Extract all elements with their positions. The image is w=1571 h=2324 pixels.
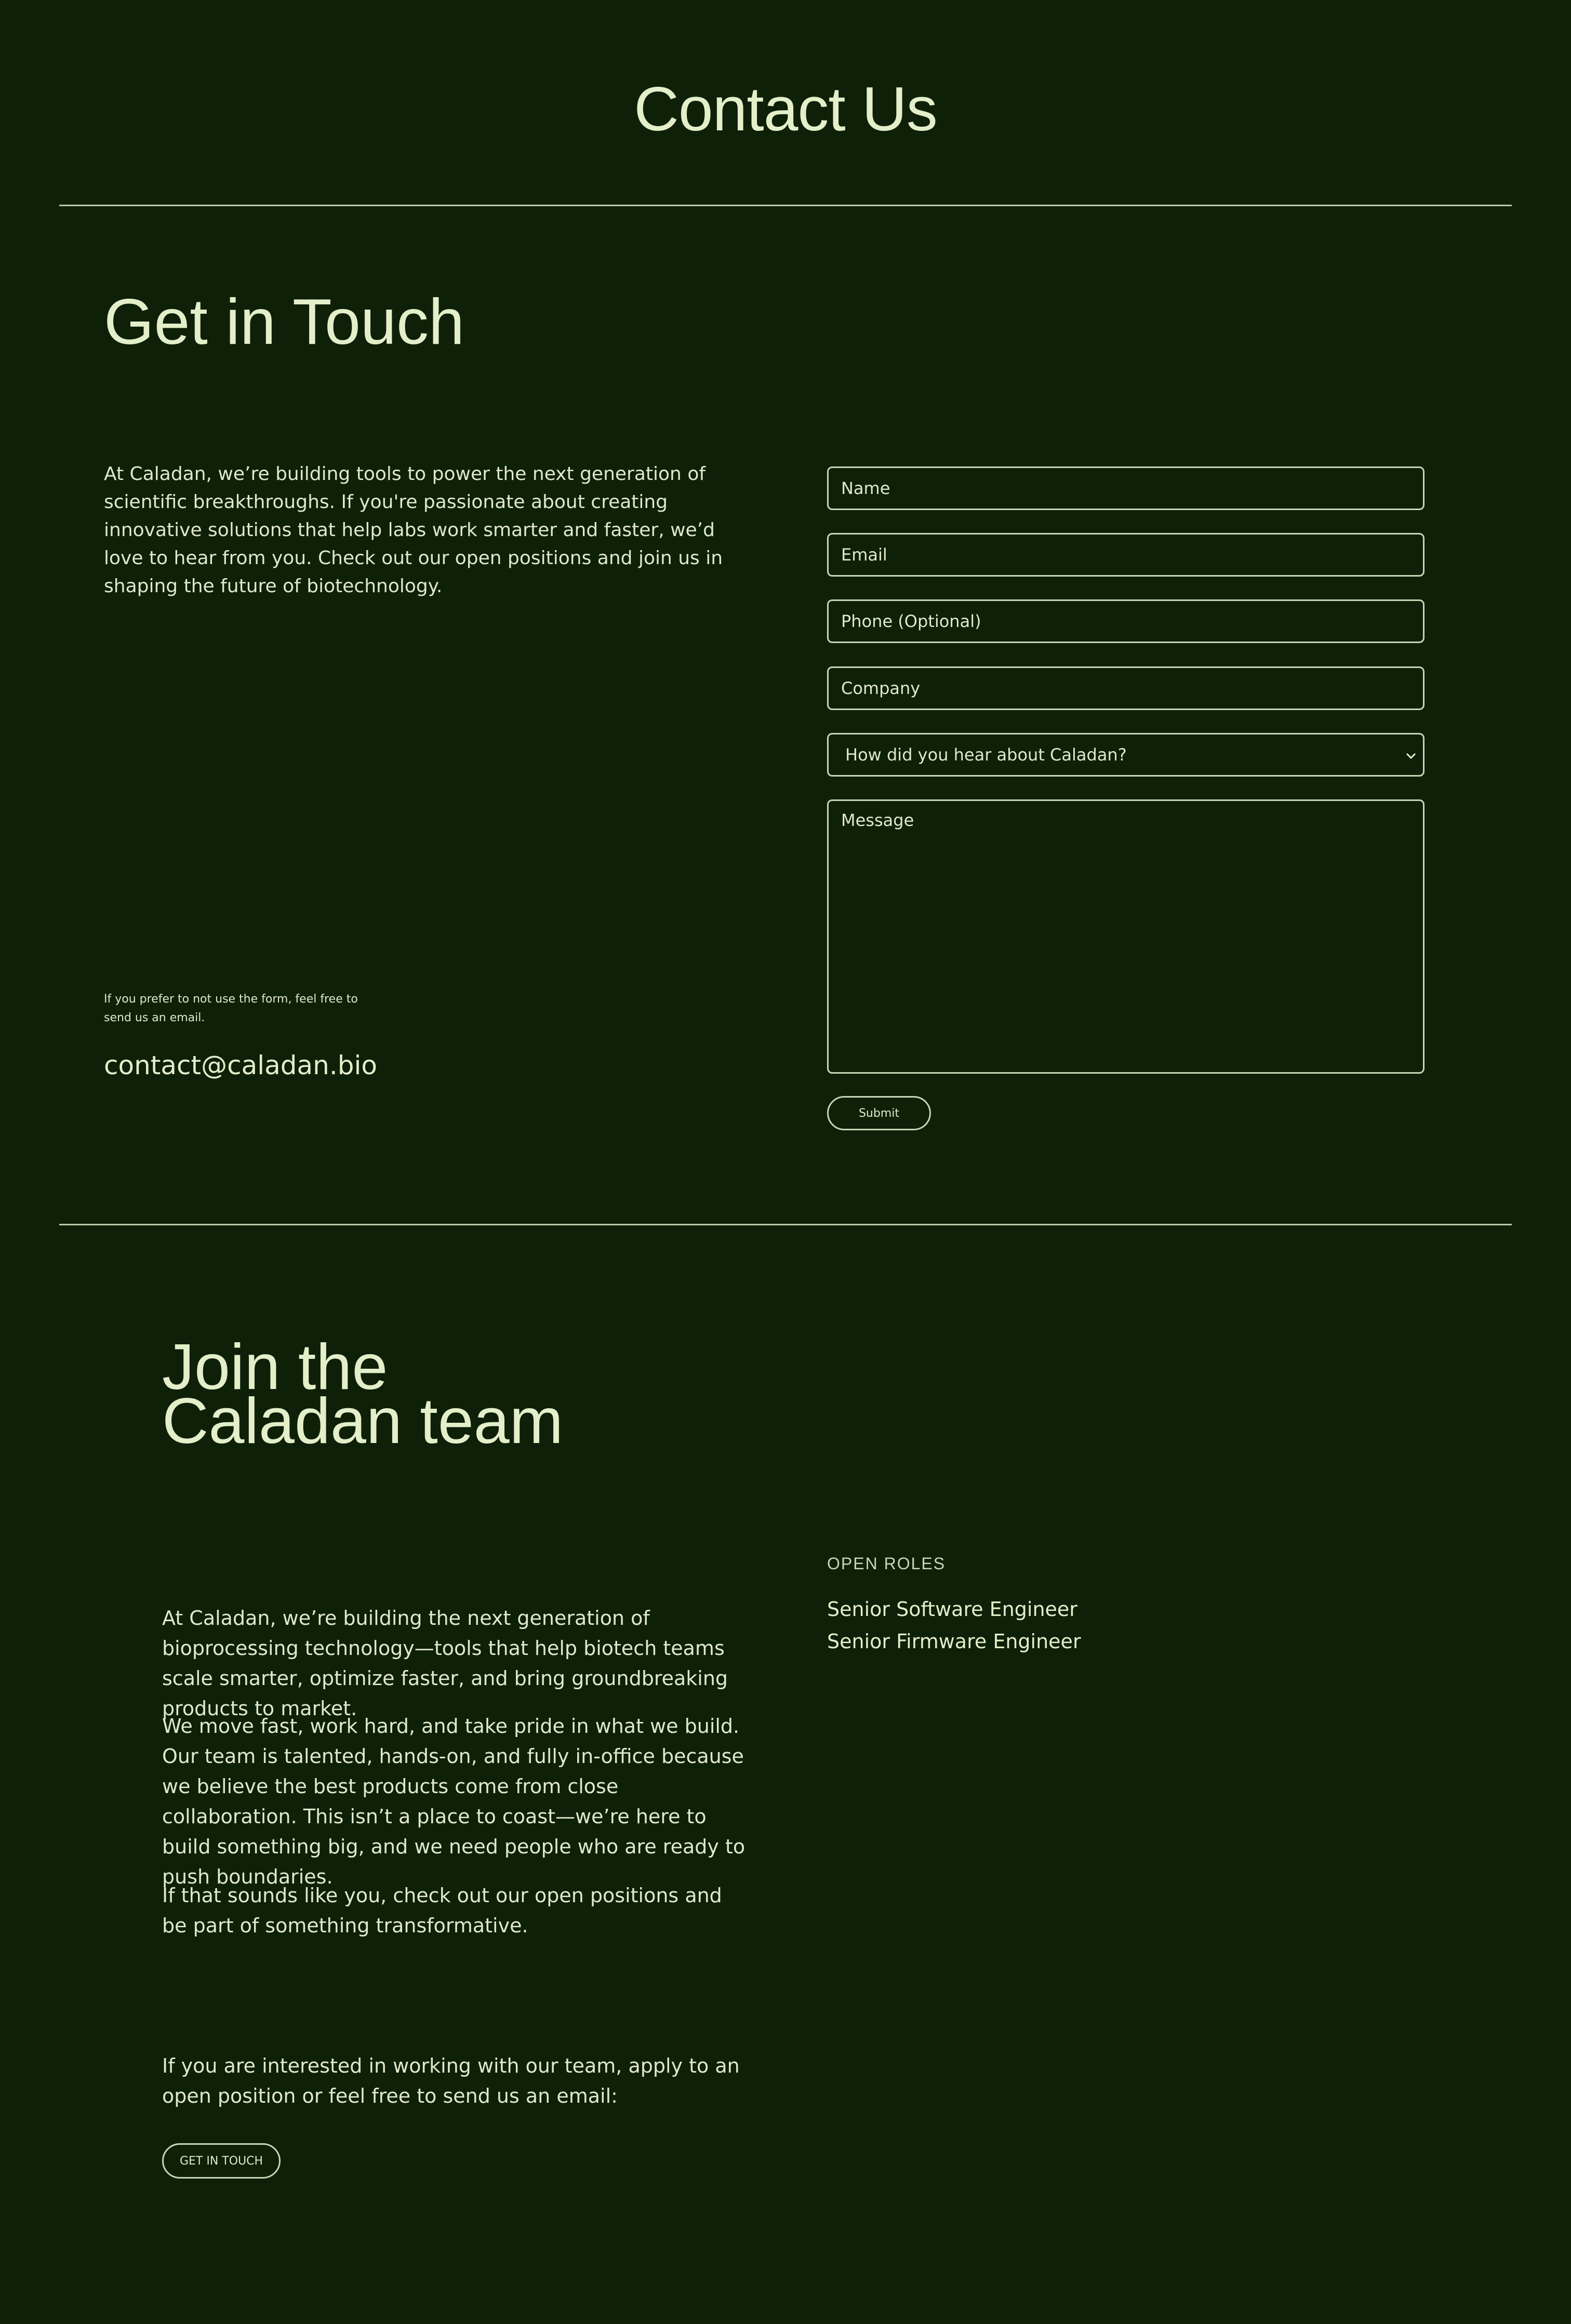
- chevron-down-icon: [1403, 746, 1419, 764]
- contact-email-link[interactable]: contact@caladan.bio: [104, 1050, 377, 1080]
- referral-source-select[interactable]: [827, 733, 1424, 777]
- join-heading-line2: Caladan team: [162, 1385, 564, 1457]
- join-heading: [162, 1331, 564, 1457]
- email-alternative-note: If you prefer to not use the form, feel free to send us an email.: [104, 993, 358, 1024]
- contact-intro-text: At Caladan, we’re building tools to power the next generation of scientific breakthroughs. If you're passionate about creating innovative solutions that help labs work smarter and faster, we’d love to hear from you. Check out our open positions and join us in shaping the future of biotechnology.: [104, 463, 723, 597]
- message-textarea[interactable]: [827, 799, 1424, 1074]
- careers-paragraph-2: We move fast, work hard, and take pride in what we build. Our team is talented, hands-on, and fully in-office because we believe the best products come from close collaboration. This isn’t a place to coast—we’re here to build something big, and we need people who are ready to push boundaries.: [162, 1715, 745, 1888]
- company-field-placeholder: Company: [841, 678, 921, 698]
- careers-paragraph-3: If that sounds like you, check out our open positions and be part of something transformative.: [162, 1884, 722, 1937]
- open-roles-label: OPEN ROLES: [827, 1554, 946, 1573]
- company-field[interactable]: [827, 666, 1424, 710]
- get-in-touch-heading: Get in Touch: [104, 286, 464, 358]
- phone-field-placeholder: Phone (Optional): [841, 611, 981, 631]
- email-field[interactable]: [827, 533, 1424, 577]
- email-field-placeholder: Email: [841, 545, 887, 565]
- top-divider: [59, 205, 1512, 206]
- referral-source-selected: How did you hear about Caladan?: [845, 745, 1127, 765]
- section-divider: [59, 1224, 1512, 1225]
- role-link-software-engineer[interactable]: Senior Software Engineer: [827, 1598, 1077, 1621]
- get-in-touch-button[interactable]: GET IN TOUCH: [162, 2143, 281, 2179]
- page-title: Contact Us: [634, 74, 937, 144]
- submit-button[interactable]: Submit: [827, 1096, 931, 1130]
- join-heading-line1: Join the: [162, 1331, 388, 1403]
- message-placeholder: Message: [841, 810, 914, 830]
- name-field-placeholder: Name: [841, 478, 890, 498]
- careers-paragraph-1: At Caladan, we’re building the next generation of bioprocessing technology—tools that help biotech teams scale smarter, optimize faster, and bring groundbreaking products to market.: [162, 1607, 728, 1720]
- role-link-firmware-engineer[interactable]: Senior Firmware Engineer: [827, 1630, 1081, 1653]
- phone-field[interactable]: [827, 599, 1424, 643]
- name-field[interactable]: [827, 466, 1424, 510]
- apply-note: If you are interested in working with our team, apply to an open position or feel free to send us an email:: [162, 2054, 740, 2107]
